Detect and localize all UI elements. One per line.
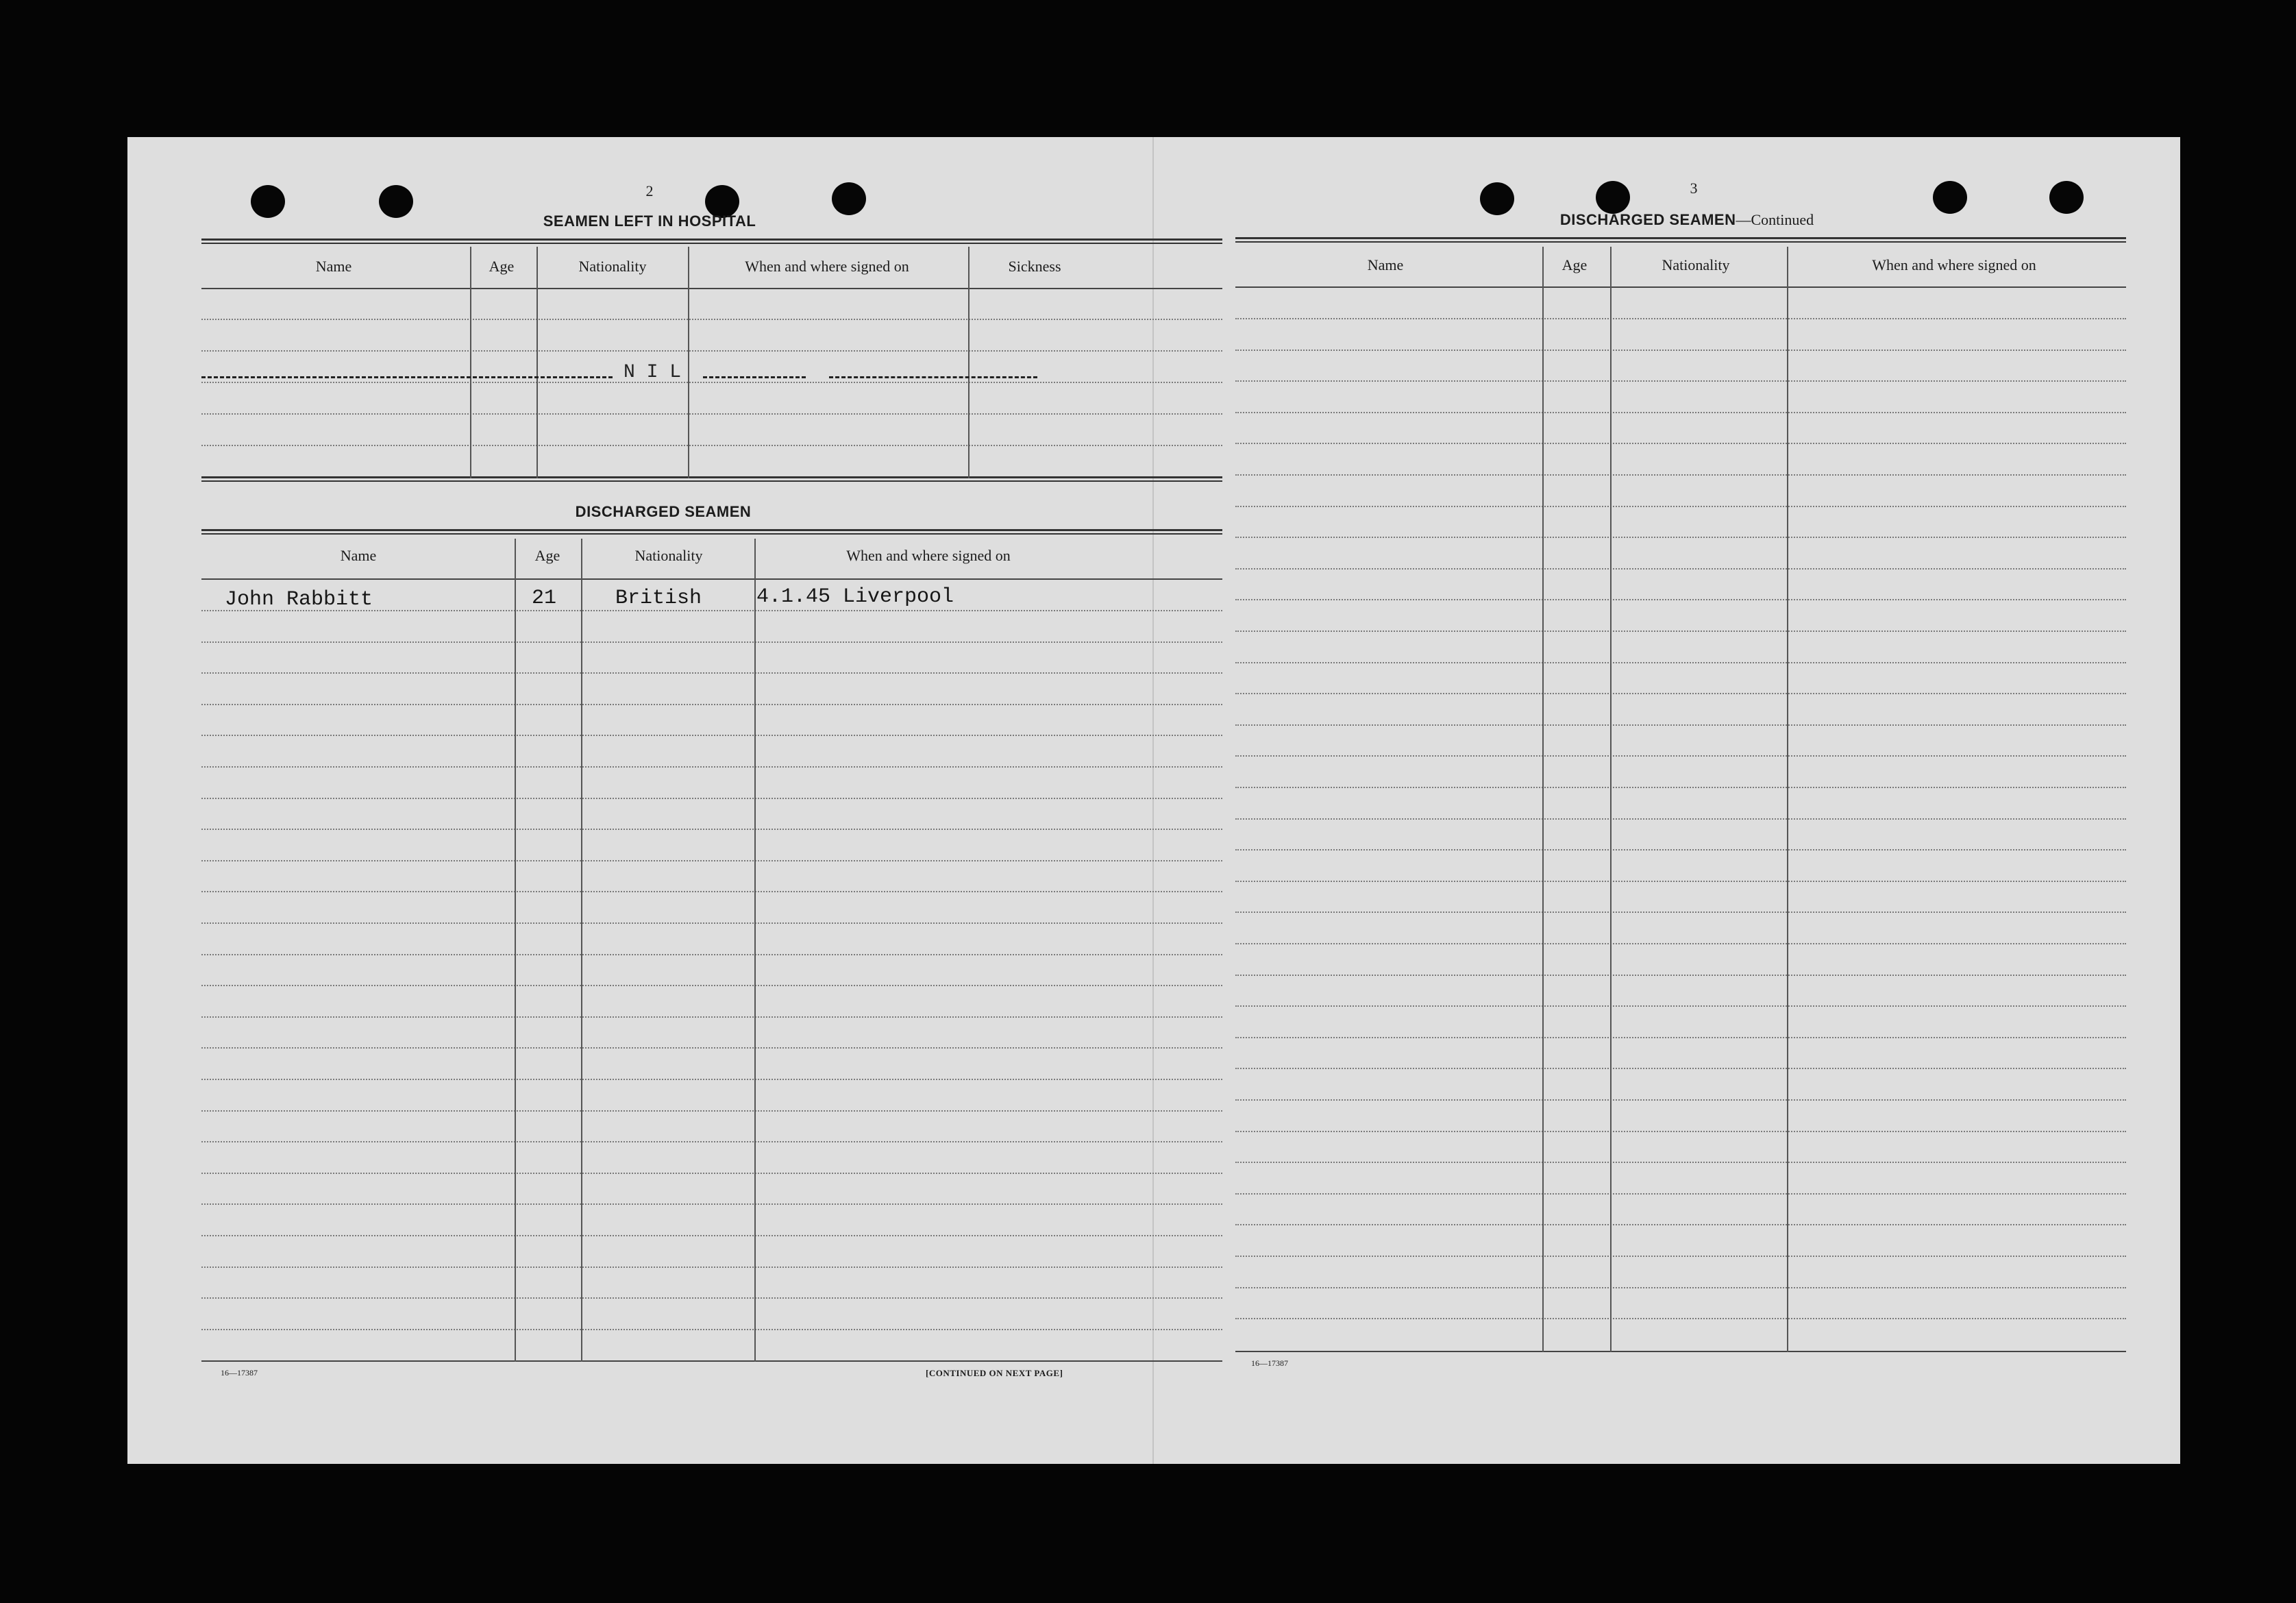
hospital-row-line xyxy=(201,382,1222,383)
right-row-line xyxy=(1235,412,2126,413)
hospital-row-line xyxy=(201,350,1222,352)
discharged-row-line xyxy=(201,672,1222,674)
punch-hole xyxy=(1480,182,1514,215)
hospital-row-line xyxy=(201,319,1222,320)
hospital-section-title: SEAMEN LEFT IN HOSPITAL xyxy=(543,212,756,230)
nil-dash-line xyxy=(201,376,613,378)
discharged-row-line xyxy=(201,1267,1222,1268)
right-page-number: 3 xyxy=(1690,180,1698,197)
right-row-line xyxy=(1235,1037,2126,1038)
right-row-line xyxy=(1235,537,2126,538)
discharged-bottom-rule xyxy=(201,1360,1222,1362)
right-section-title-text: DISCHARGED SEAMEN xyxy=(1559,211,1736,228)
hospital-col-age: Age xyxy=(489,258,515,275)
right-row-line xyxy=(1235,849,2126,851)
discharged-col-divider xyxy=(581,539,582,1362)
discharged-row-line xyxy=(201,891,1222,892)
discharged-col-age: Age xyxy=(534,547,560,564)
discharged-col-signed-on: When and where signed on xyxy=(846,547,1011,564)
continued-note: [CONTINUED ON NEXT PAGE] xyxy=(926,1368,1063,1378)
discharged-row-age: 21 xyxy=(532,587,557,610)
punch-hole xyxy=(379,185,413,218)
discharged-row-line xyxy=(201,704,1222,705)
right-row-line xyxy=(1235,1318,2126,1319)
right-row-line xyxy=(1235,1224,2126,1225)
right-row-line xyxy=(1235,787,2126,788)
right-col-age: Age xyxy=(1561,256,1588,273)
discharged-col-name: Name xyxy=(340,547,377,564)
left-page-number: 2 xyxy=(645,182,654,199)
right-row-line xyxy=(1235,380,2126,382)
discharged-subheader-rule xyxy=(201,578,1222,580)
discharged-row-line xyxy=(201,1203,1222,1205)
right-row-line xyxy=(1235,1068,2126,1069)
discharged-row-line xyxy=(201,1297,1222,1299)
discharged-row-line xyxy=(201,610,1222,611)
right-row-line xyxy=(1235,599,2126,600)
open-ledger-document xyxy=(127,137,2180,1464)
discharged-row-line xyxy=(201,1079,1222,1080)
right-row-line xyxy=(1235,693,2126,694)
punch-hole xyxy=(2049,181,2084,214)
discharged-row-line xyxy=(201,1110,1222,1112)
discharged-row-line xyxy=(201,1047,1222,1049)
discharged-row-line xyxy=(201,954,1222,955)
right-row-line xyxy=(1235,318,2126,319)
discharged-row-name: John Rabbitt xyxy=(225,588,373,611)
right-subheader-rule xyxy=(1235,286,2126,288)
hospital-col-sickness: Sickness xyxy=(1008,258,1061,275)
punch-hole xyxy=(832,182,866,215)
right-row-line xyxy=(1235,662,2126,663)
right-form-number: 16—17387 xyxy=(1251,1358,1288,1368)
punch-hole xyxy=(251,185,285,218)
left-form-number: 16—17387 xyxy=(221,1368,258,1378)
right-row-line xyxy=(1235,1099,2126,1101)
right-row-line xyxy=(1235,350,2126,351)
discharged-row-line xyxy=(201,1329,1222,1330)
discharged-row-line xyxy=(201,641,1222,643)
hospital-col-divider xyxy=(968,247,970,478)
discharged-row-line xyxy=(201,1173,1222,1174)
nil-dash-line xyxy=(703,376,806,378)
right-row-line xyxy=(1235,1131,2126,1132)
hospital-col-divider xyxy=(470,247,471,478)
discharged-row-line xyxy=(201,1235,1222,1236)
discharged-col-nationality: Nationality xyxy=(634,547,703,564)
hospital-bottom-rule xyxy=(201,476,1222,482)
page-fold xyxy=(1152,137,1154,1464)
nil-entry: N I L xyxy=(624,362,682,383)
hospital-col-nationality: Nationality xyxy=(578,258,647,275)
right-row-line xyxy=(1235,1162,2126,1163)
right-row-line xyxy=(1235,474,2126,476)
right-section-title xyxy=(1560,211,1814,229)
hospital-header-rule xyxy=(201,238,1222,244)
right-header-rule xyxy=(1235,237,2126,243)
right-row-line xyxy=(1235,755,2126,757)
right-row-line xyxy=(1235,943,2126,944)
hospital-col-name: Name xyxy=(315,258,352,275)
right-col-nationality: Nationality xyxy=(1662,256,1730,273)
hospital-col-divider xyxy=(688,247,689,478)
right-row-line xyxy=(1235,818,2126,820)
right-row-line xyxy=(1235,881,2126,882)
right-row-line xyxy=(1235,975,2126,976)
right-col-divider xyxy=(1787,247,1788,1352)
right-col-divider xyxy=(1542,247,1544,1352)
discharged-col-divider xyxy=(515,539,516,1362)
right-bottom-rule xyxy=(1235,1351,2126,1352)
discharged-row-signed-on: 4.1.45 Liverpool xyxy=(756,585,954,609)
right-row-line xyxy=(1235,506,2126,507)
right-row-line xyxy=(1235,911,2126,913)
discharged-section-title: DISCHARGED SEAMEN xyxy=(575,503,752,520)
discharged-row-line xyxy=(201,1016,1222,1018)
hospital-col-signed-on: When and where signed on xyxy=(745,258,909,275)
discharged-header-rule xyxy=(201,529,1222,535)
discharged-row-nationality: British xyxy=(615,587,702,610)
right-row-line xyxy=(1235,1287,2126,1288)
right-section-title-suffix: —Continued xyxy=(1736,211,1814,228)
discharged-row-line xyxy=(201,922,1222,924)
hospital-subheader-rule xyxy=(201,288,1222,289)
discharged-row-line xyxy=(201,766,1222,768)
nil-dash-line xyxy=(829,376,1037,378)
discharged-row-line xyxy=(201,798,1222,799)
punch-hole xyxy=(1933,181,1967,214)
discharged-row-line xyxy=(201,829,1222,830)
discharged-row-line xyxy=(201,1141,1222,1142)
punch-hole xyxy=(1596,181,1630,214)
discharged-row-line xyxy=(201,735,1222,736)
hospital-row-line xyxy=(201,445,1222,446)
hospital-row-line xyxy=(201,413,1222,415)
discharged-row-line xyxy=(201,985,1222,986)
right-row-line xyxy=(1235,568,2126,570)
discharged-row-line xyxy=(201,860,1222,861)
discharged-col-divider xyxy=(754,539,756,1362)
right-col-name: Name xyxy=(1367,256,1404,273)
right-col-signed-on: When and where signed on xyxy=(1872,256,2036,273)
right-row-line xyxy=(1235,1256,2126,1257)
right-row-line xyxy=(1235,724,2126,726)
right-row-line xyxy=(1235,1193,2126,1195)
right-col-divider xyxy=(1610,247,1612,1352)
right-row-line xyxy=(1235,631,2126,632)
right-row-line xyxy=(1235,443,2126,444)
hospital-col-divider xyxy=(536,247,538,478)
right-row-line xyxy=(1235,1005,2126,1007)
